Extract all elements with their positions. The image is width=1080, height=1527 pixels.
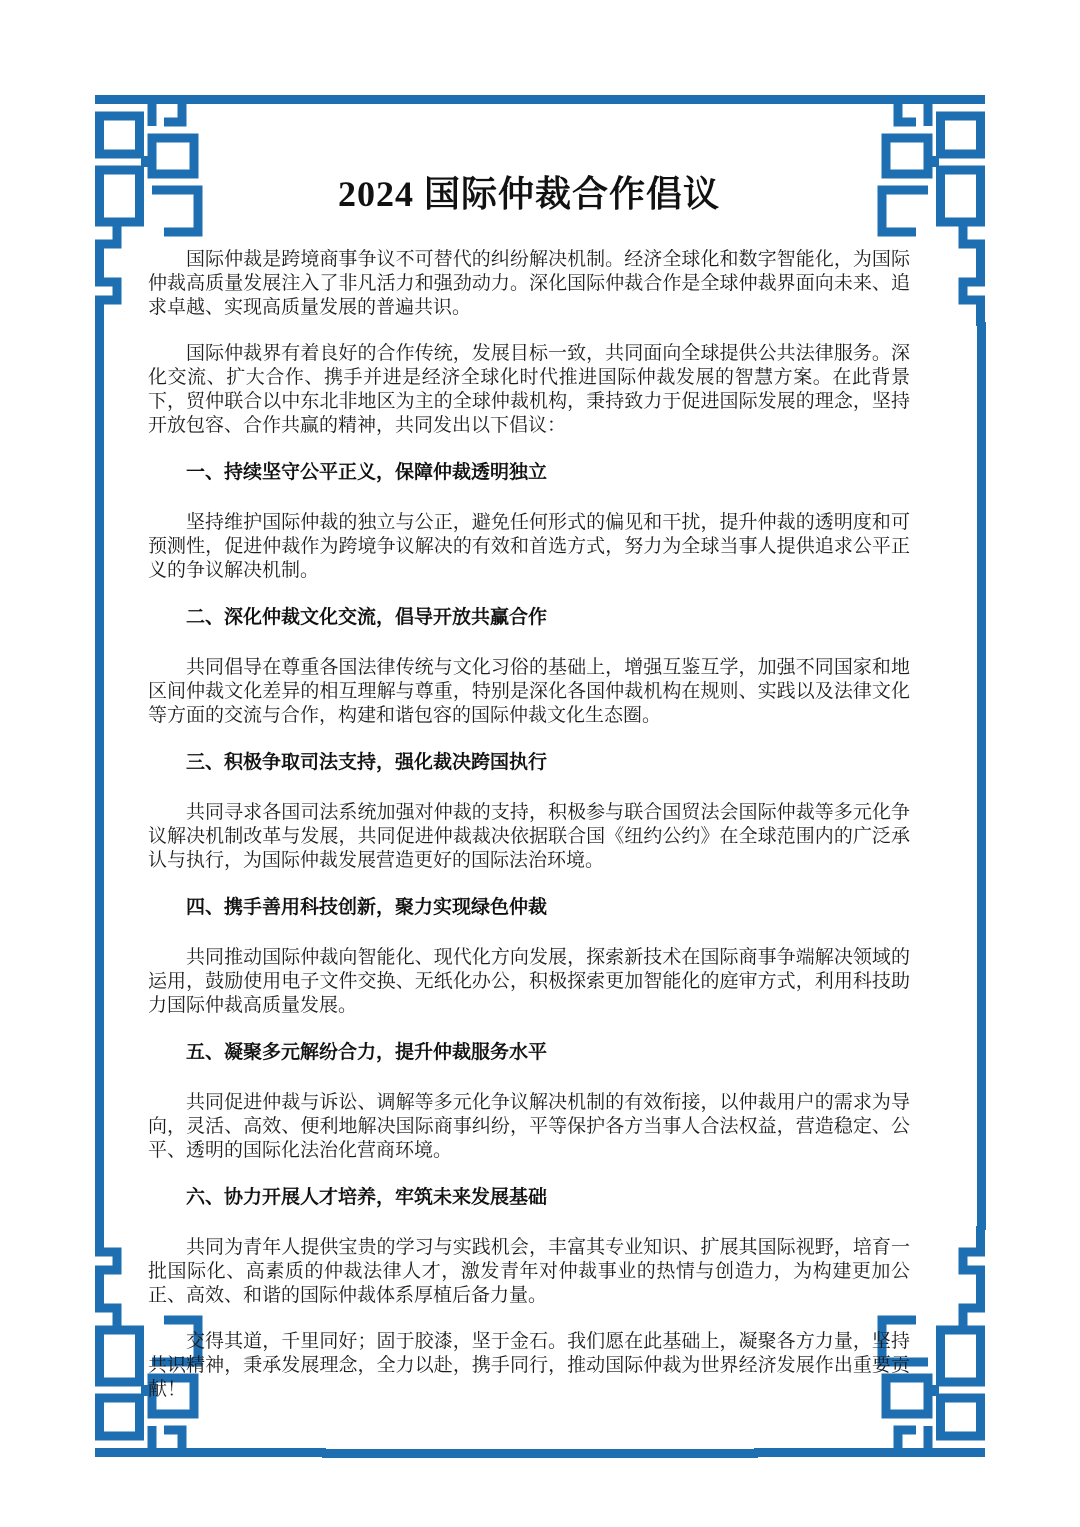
- frame-line-right: [977, 322, 986, 1230]
- closing-paragraph: 交得其道，千里同好；固于胶漆，坚于金石。我们愿在此基础上，凝聚各方力量，坚持共识精神，秉承发展理念，全力以赴，携手同行，推动国际仲裁为世界经济发展作出重要贡献！: [148, 1331, 910, 1400]
- section-3-body: 共同寻求各国司法系统加强对仲裁的支持，积极参与联合国贸法会国际仲裁等多元化争议解决机制改革与发展，共同促进仲裁裁决依据联合国《纽约公约》在全球范围内的广泛承认与执行，为国际仲裁发展营造更好的国际法治环境。: [148, 802, 910, 871]
- section-4-body: 共同推动国际仲裁向智能化、现代化方向发展，探索新技术在国际商事争端解决领域的运用，鼓励使用电子文件交换、无纸化办公，积极探索更加智能化的庭审方式，利用科技助力国际仲裁高质量发展。: [148, 947, 910, 1016]
- section-2-heading: 二、深化仲裁文化交流，倡导开放共赢合作: [186, 606, 548, 628]
- section-1-heading: 一、持续坚守公平正义，保障仲裁透明独立: [186, 461, 548, 483]
- section-2-body: 共同倡导在尊重各国法律传统与文化习俗的基础上，增强互鉴互学，加强不同国家和地区间仲裁文化差异的相互理解与尊重，特别是深化各国仲裁机构在规则、实践以及法律文化等方面的交流与合作，构建和谐包容的国际仲裁文化生态圈。: [148, 657, 910, 726]
- section-5-body: 共同促进仲裁与诉讼、调解等多元化争议解决机制的有效衔接，以仲裁用户的需求为导向，灵活、高效、便利地解决国际商事纠纷，平等保护各方当事人合法权益，营造稳定、公平、透明的国际化法治化营商环境。: [148, 1092, 910, 1161]
- frame-line-bottom: [322, 1449, 758, 1458]
- section-4-heading: 四、携手善用科技创新，聚力实现绿色仲裁: [186, 896, 548, 918]
- document-title: 2024 国际仲裁合作倡议: [337, 174, 720, 214]
- section-5-heading: 五、凝聚多元解纷合力，提升仲裁服务水平: [186, 1041, 548, 1063]
- frame-line-top: [322, 95, 758, 104]
- section-3-heading: 三、积极争取司法支持，强化裁决跨国执行: [186, 751, 548, 773]
- intro-paragraph-1: 国际仲裁是跨境商事争议不可替代的纠纷解决机制。经济全球化和数字智能化，为国际仲裁高质量发展注入了非凡活力和强劲动力。深化国际仲裁合作是全球仲裁界面向未来、追求卓越、实现高质量发展的普遍共识。: [148, 249, 910, 318]
- intro-paragraph-2: 国际仲裁界有着良好的合作传统，发展目标一致，共同面向全球提供公共法律服务。深化交流、扩大合作、携手并进是经济全球化时代推进国际仲裁发展的智慧方案。在此背景下，贸仲联合以中东北非地区为主的全球仲裁机构，秉持致力于促进国际发展的理念，坚持开放包容、合作共赢的精神，共同发出以下倡议：: [148, 343, 910, 436]
- section-6-body: 共同为青年人提供宝贵的学习与实践机会，丰富其专业知识、扩展其国际视野，培育一批国际化、高素质的仲裁法律人才，激发青年对仲裁事业的热情与创造力，为构建更加公正、高效、和谐的国际仲裁体系厚植后备力量。: [148, 1237, 910, 1306]
- section-6-heading: 六、协力开展人才培养，牢筑未来发展基础: [186, 1186, 548, 1208]
- document-content: [148, 170, 910, 1424]
- frame-line-left: [95, 322, 104, 1230]
- section-1-body: 坚持维护国际仲裁的独立与公正，避免任何形式的偏见和干扰，提升仲裁的透明度和可预测性，促进仲裁作为跨境争议解决的有效和首选方式，努力为全球当事人提供追求公平正义的争议解决机制。: [148, 512, 910, 581]
